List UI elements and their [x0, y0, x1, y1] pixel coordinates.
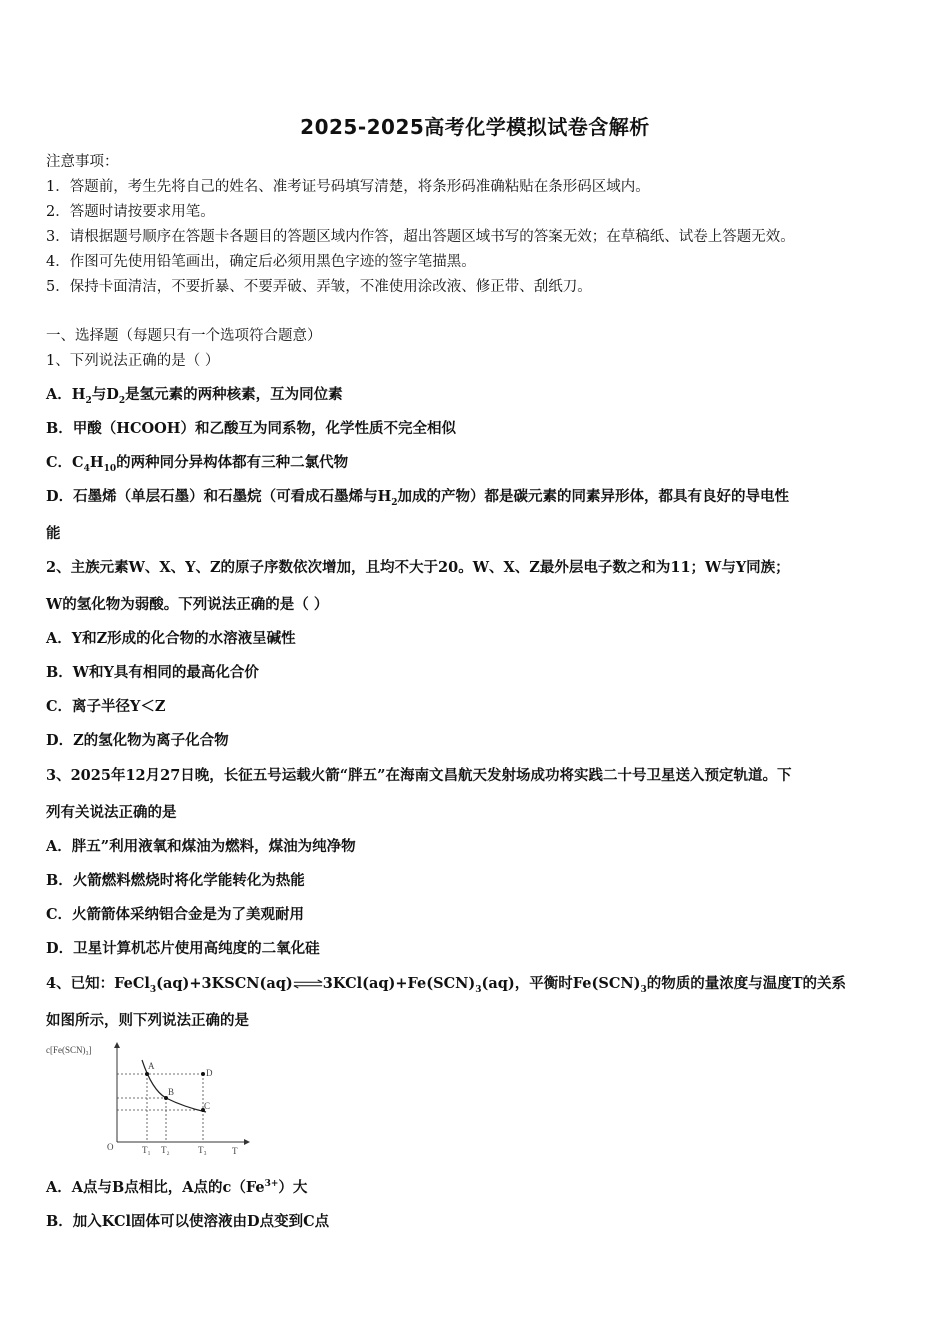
notice-item-5: 5．保持卡面清洁，不要折暴、不要弄破、弄皱，不准使用涂改液、修正带、刮纸刀。: [46, 279, 592, 295]
q2-option-a: A．Y和Z形成的化合物的水溶液呈碱性: [46, 630, 296, 647]
q1-option-a: A．$H_2$与$D_2$是氢元素的两种核素，互为同位素: [46, 386, 343, 406]
notice-item-2: 2．答题时请按要求用笔。: [46, 204, 215, 220]
q3-option-a: A．胖五”利用液氧和煤油为燃料，煤油为纯净物: [46, 838, 356, 855]
graph-tick-t2: T₂: [161, 1145, 170, 1155]
graph-x-label: T: [232, 1146, 238, 1155]
graph-point-c: C: [204, 1101, 211, 1111]
q1-option-d: D．石墨烯（单层石墨）和石墨烷（可看成石墨烯与$H_2$加成的产物）都是碳元素的同素异形体，都具有良好的导电性: [46, 488, 790, 508]
graph-origin: O: [107, 1142, 114, 1152]
q2-option-b: B．W和Y具有相同的最高化合价: [46, 664, 259, 681]
notice-heading: 注意事项：: [46, 154, 119, 170]
notice-item-3: 3．请根据题号顺序在答题卡各题目的答题区域内作答，超出答题区域书写的答案无效；在草稿纸、试卷上答题无效。: [46, 229, 795, 245]
notice-item-4: 4．作图可先使用铅笔画出，确定后必须用黑色字迹的签字笔描黑。: [46, 254, 476, 270]
q2-stem-line2: W的氢化物为弱酸。下列说法正确的是（ ）: [46, 596, 329, 613]
notice-item-1: 1．答题前，考生先将自己的姓名、准考证号码填写清楚，将条形码准确粘贴在条形码区域内。: [46, 179, 650, 195]
q1-stem: 1、下列说法正确的是（ ）: [46, 353, 220, 369]
q3-stem-line1: 3、2025年12月27日晚，长征五号运载火箭“胖五”在海南文昌航天发射场成功将实践二十号卫星送入预定轨道。下: [46, 767, 792, 784]
q1-option-b: B．甲酸（HCOOH）和乙酸互为同系物，化学性质不完全相似: [46, 420, 456, 437]
q2-option-c: C．离子半径Y＜Z: [46, 698, 166, 715]
graph-tick-t1: T₁: [142, 1145, 151, 1155]
q2-option-d: D．Z的氢化物为离子化合物: [46, 732, 229, 749]
graph-y-label: c[Fe(SCN)₃]: [46, 1045, 92, 1055]
q4-option-a: A．A点与B点相比，A点的$c(Fe^{3+})$大: [46, 1179, 308, 1196]
q3-stem-line2: 列有关说法正确的是: [46, 804, 177, 821]
concentration-temperature-graph: [44, 1040, 254, 1155]
graph-tick-t3: T₃: [198, 1145, 207, 1155]
q2-stem-line1: 2、主族元素W、X、Y、Z的原子序数依次增加，且均不大于20。W、X、Z最外层电子数之和为11；W与Y同族；: [46, 559, 790, 576]
q4-stem-line1: 4、已知：FeCl$_3$(aq)+3KSCN(aq) $3KCl(aq)+Fe(SCN)_3(aq)$，平衡时$Fe(SCN)_3$的物质的量浓度与温度T的关系: [46, 975, 847, 995]
page-title: 2025-2025高考化学模拟试卷含解析: [300, 115, 650, 139]
graph-point-b: B: [168, 1087, 175, 1097]
q1-option-d-line2: 能: [46, 525, 61, 542]
graph-point-a: A: [148, 1061, 155, 1071]
q3-option-c: C．火箭箭体采纳铝合金是为了美观耐用: [46, 906, 305, 923]
q3-option-b: B．火箭燃料燃烧时将化学能转化为热能: [46, 872, 305, 889]
q3-option-d: D．卫星计算机芯片使用高纯度的二氧化硅: [46, 940, 320, 957]
graph-point-d: D: [206, 1068, 213, 1078]
q1-option-c: C．$C_4H_{10}$的两种同分异构体都有三种二氯代物: [46, 454, 349, 474]
q4-option-b: B．加入KCl固体可以使溶液由D点变到C点: [46, 1213, 330, 1230]
equilibrium-arrow-icon: [293, 979, 323, 989]
section-heading: 一、选择题（每题只有一个选项符合题意）: [46, 328, 322, 344]
q4-stem-line2: 如图所示，则下列说法正确的是: [46, 1012, 249, 1029]
